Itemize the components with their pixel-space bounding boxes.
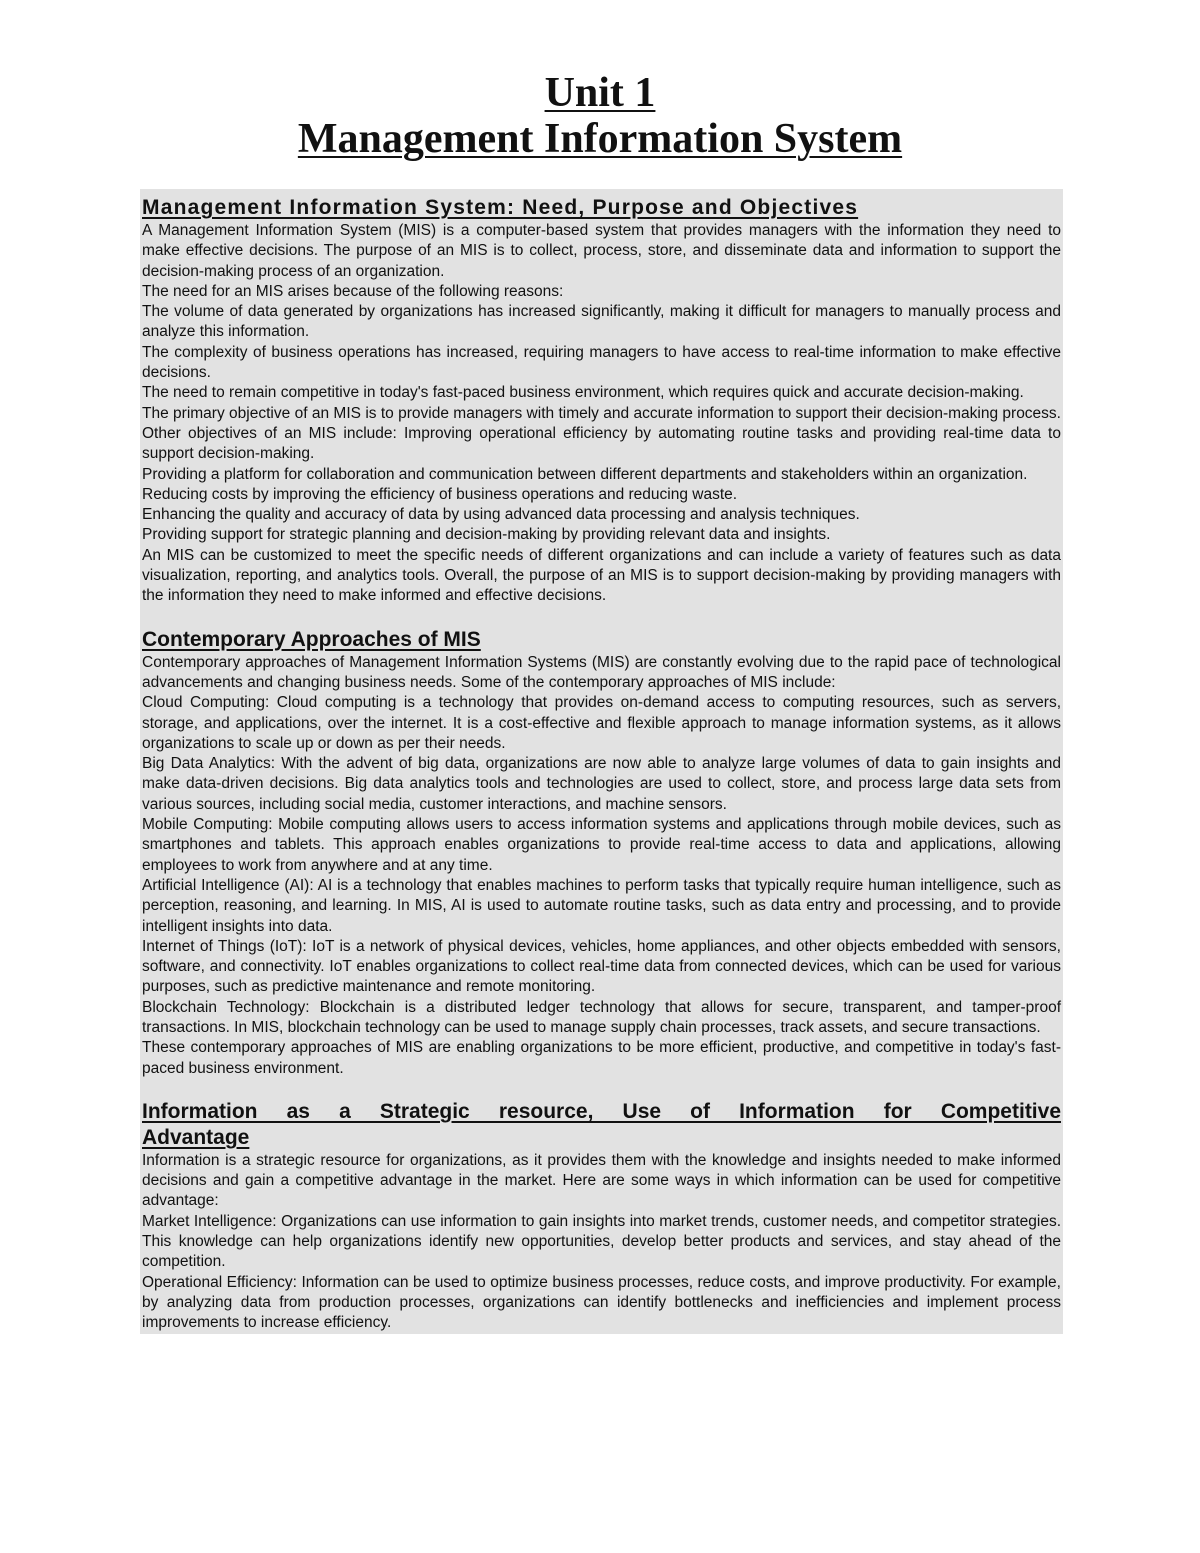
section-spacer [140, 607, 1063, 627]
paragraph: Artificial Intelligence (AI): AI is a technology that enables machines to perform tasks that typically require human intelligence, such as perception, reasoning, and learning. In MIS, AI is used to automate routine tasks, such as data entry and processing, and to provide intelligent insights into data. [142, 876, 1061, 935]
paragraph: The volume of data generated by organizations has increased significantly, making it difficult for managers to manually process and analyze this information. [142, 303, 1061, 341]
paragraph: Big Data Analytics: With the advent of big data, organizations are now able to analyze large volumes of data to gain insights and make data-driven decisions. Big data analytics tools and technologies are used to collect, store, and process large data sets from various sources, including social media, customer interactions, and machine sensors. [142, 755, 1061, 813]
title-subject: Management Information System [297, 116, 903, 162]
paragraph: An MIS can be customized to meet the specific needs of different organizations and can include a variety of features such as data visualization, reporting, and analytics tools. Overall, the purpose of an MIS is to support decision-making by providing managers with the information they need to make informed and effective decisions. [142, 546, 1061, 605]
section-heading-line1: Information as a Strategic resource, Use of Information for Competitive [142, 1099, 1061, 1123]
section-contemporary-approaches [140, 627, 1063, 1079]
paragraph: The primary objective of an MIS is to provide managers with timely and accurate information to support their decision-making process. Other objectives of an MIS include: Improving operational efficiency by automating routine tasks and providing real-time data to support decision-making. [142, 404, 1061, 463]
section-spacer [140, 1079, 1063, 1099]
paragraph: Blockchain Technology: Blockchain is a distributed ledger technology that allows for secure, transparent, and tamper-proof transactions. In MIS, blockchain technology can be used to manage supply chain processes, track assets, and secure transactions. [142, 998, 1061, 1036]
paragraph: Operational Efficiency: Information can be used to optimize business processes, reduce costs, and improve productivity. For example, by analyzing data from production processes, organizations can identify bottlenecks and inefficiencies and implement process improvements to increase efficiency. [142, 1273, 1061, 1332]
paragraph: Market Intelligence: Organizations can use information to gain insights into market trends, customer needs, and competitor strategies. This knowledge can help organizations identify new opportunities, develop better products and services, and stay ahead of the competition. [142, 1212, 1061, 1271]
section-need-purpose-objectives [140, 189, 1063, 607]
paragraph: Information is a strategic resource for organizations, as it provides them with the knowledge and insights needed to make informed decisions and gain a competitive advantage in the market. Here are some ways in which information can be used for competitive advantage: [142, 1151, 1061, 1210]
title-unit: Unit 1 [544, 70, 656, 116]
content-area [140, 189, 1063, 1334]
paragraph: Providing support for strategic planning and decision-making by providing relevant data and insights. [142, 526, 831, 544]
paragraph: The complexity of business operations has increased, requiring managers to have access to real-time information to make effective decisions. [142, 343, 1061, 382]
paragraph: These contemporary approaches of MIS are enabling organizations to be more efficient, productive, and competitive in today's fast-paced business environment. [142, 1039, 1061, 1077]
paragraph: Contemporary approaches of Management Information Systems (MIS) are constantly evolving due to the rapid pace of technological advancements and changing business needs. Some of the contemporary approaches of MIS include: [142, 653, 1061, 691]
section-heading: Contemporary Approaches of MIS [142, 627, 481, 651]
paragraph: Providing a platform for collaboration and communication between different departments and stakeholders within an organization. [142, 465, 1028, 483]
paragraph: Mobile Computing: Mobile computing allows users to access information systems and applications through mobile devices, such as smartphones and tablets. This approach enables organizations to provide real-time access to data and applications, allowing employees to work from anywhere and at any time. [142, 816, 1061, 874]
paragraph: A Management Information System (MIS) is a computer-based system that provides managers with the information they need to make effective decisions. The purpose of an MIS is to collect, process, store, and disseminate data and information to support the decision-making process of an organization. [142, 222, 1061, 280]
section-heading: Management Information System: Need, Purpose and Objectives [142, 196, 859, 219]
paragraph: Cloud Computing: Cloud computing is a technology that provides on-demand access to computing resources, such as servers, storage, and applications, over the internet. It is a cost-effective and flexible approach to manage information systems, as it allows organizations to scale up or down as per their needs. [142, 694, 1061, 752]
paragraph: Enhancing the quality and accuracy of data by using advanced data processing and analysis techniques. [142, 506, 860, 524]
paragraph: The need for an MIS arises because of the following reasons: [142, 282, 564, 300]
paragraph: Reducing costs by improving the efficiency of business operations and reducing waste. [142, 485, 738, 503]
section-heading-line2: Advantage [142, 1125, 250, 1149]
paragraph: Internet of Things (IoT): IoT is a network of physical devices, vehicles, home appliances, and other objects embedded with sensors, software, and connectivity. IoT enables organizations to collect real-time data from connected devices, which can be used for various purposes, such as predictive maintenance and remote monitoring. [142, 937, 1061, 996]
section-information-strategic-resource [140, 1099, 1063, 1334]
document-title [0, 70, 1200, 162]
paragraph: The need to remain competitive in today's fast-paced business environment, which requires quick and accurate decision-making. [142, 384, 1024, 402]
